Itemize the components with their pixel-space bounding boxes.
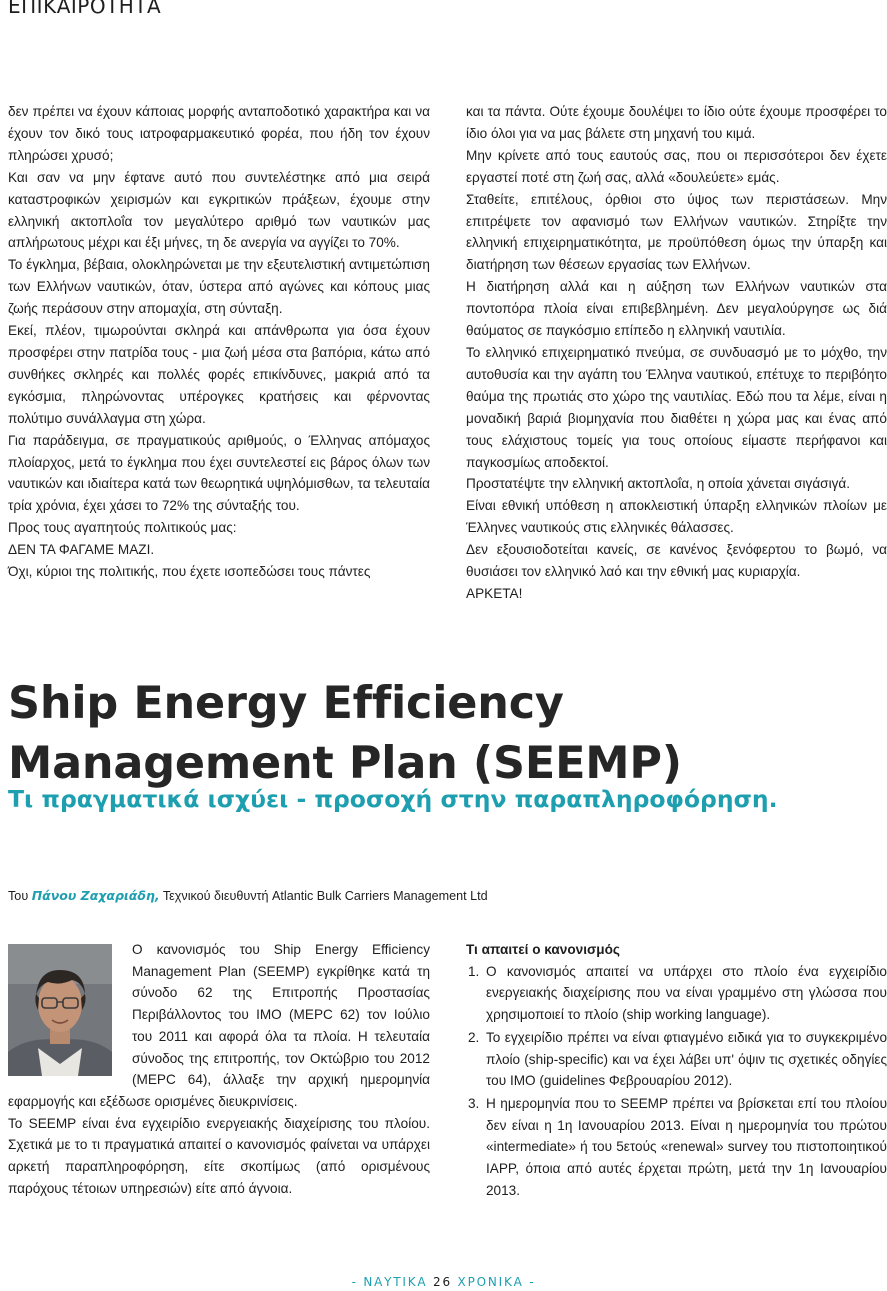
paragraph: Εκεί, πλέον, τιμωρούνται σκληρά και απάνθρωπα για όσα έχουν προσφέρει στην πατρίδα τους - μια ζωή μέσα στα βαπόρια, κάτω από συνθήκες σκληρές και πολλές φορές επικίνδυνες, μακριά από τα εγκόσμια, πληρώνοντας υπέρογκες κρατήσεις και φέρνοντας πολύτιμο συνάλλαγμα στη χώρα. [8,323,430,426]
paragraph: Ο κανονισμός του Ship Energy Efficiency Management Plan (SEEMP) εγκρίθηκε κατά τη σύνοδο 62 της Επιτροπής Προστασίας Περιβάλλοντος του ΙΜΟ (ΜΕΡC 62) τον Ιούλιο του 2011 και αφορά όλα τα πλοία. Η τελευταία σύνοδος της επιτροπής, τον Οκτώβριο του 2012 (ΜΕΡC 64), άλλαξε την αρχική ημερομηνία εφαρμογής και εξέδωσε ορισμένες διευκρινίσεις. [8,942,430,1109]
paragraph: Προστατέψτε την ελληνική ακτοπλοΐα, η οποία χάνεται σιγάσιγά. [466,476,851,492]
requirements-heading: Τι απαιτεί ο κανονισμός [466,942,620,957]
paragraph: και τα πάντα. Ούτε έχουμε δουλέψει το ίδιο ούτε έχουμε προσφέρει το ίδιο όλοι για να μας βάλετε στη μηχανή του κιμά. [466,104,887,141]
paragraph: Για παράδειγμα, σε πραγματικούς αριθμούς, ο Έλληνας απόμαχος πλοίαρχος, μετά το έγκλημα που έχει συντελεστεί εις βάρος όλων των ναυτικών και ιδιαίτερα κατά των θεωρητικά υψηλόμισθων, τα τελευταία τρία χρόνια, έχει χάσει το 72% της σύνταξής του. [8,432,430,514]
author-name: Πάνου Ζαχαριάδη, [31,888,160,903]
paragraph: Προς τους αγαπητούς πολιτικούς μας: [8,520,237,536]
paragraph: Είναι εθνική υπόθεση η αποκλειστική ύπαρξη ελληνικών πλοίων με Έλληνες ναυτικούς στις ελληνικές θάλασσες. [466,498,887,536]
footer-magazine-right: ΧΡΟΝΙΚΑ - [457,1275,536,1289]
paragraph: Μην κρίνετε από τους εαυτούς σας, που οι περισσότεροι δεν έχετε εργαστεί ποτέ στη ζωή σας, αλλά «δουλεύετε» εμάς. [466,147,887,185]
list-item [466,1093,887,1202]
paragraph: ΔΕΝ ΤΑ ΦΑΓΑΜΕ ΜΑΖΙ. [8,542,155,558]
article-title: Ship Energy Efficiency Management Plan (SEEMP) [8,678,682,789]
paragraph: Η διατήρηση αλλά και η αύξηση των Ελλήνων ναυτικών στα ποντοπόρα πλοία είναι επιβεβλημένη. Δεν μεγαλούργησε ως διά θαύματος σε παγκόσμιο επίπεδο η ελληνική ναυτιλία. [466,279,887,339]
list-number: 2. [468,1029,480,1045]
paragraph: Όχι, κύριοι της πολιτικής, που έχετε ισοπεδώσει τους πάντες [8,564,371,580]
author-role: Τεχνικού διευθυντή Atlantic Bulk Carriers Management Ltd [159,889,488,903]
list-number: 3. [468,1095,480,1111]
paragraph: Και σαν να μην έφτανε αυτό που συντελέστηκε από μια σειρά καταστροφικών χειρισμών και εγκριτικών πράξεων, έχουμε στην ελληνική ακτοπλοΐα τον μεγαλύτερο αριθμό των ναυτικών μας απλήρωτους μέχρι και έξι μήνες, τη δε ανεργία να αγγίζει το 70%. [8,169,430,251]
list-text: Το εγχειρίδιο πρέπει να είναι φτιαγμένο ειδικά για το συγκεκριμένο πλοίο (ship-specific) και να έχει λάβει υπ' όψιν τις σχετικές οδηγίες του ΙΜΟ (guidelines Φεβρουαρίου 2012). [486,1029,887,1089]
paragraph: Το SEEMP είναι ένα εγχειρίδιο ενεργειακής διαχείρισης του πλοίου. Σχετικά με το τι πραγματικά απαιτεί ο κανονισμός φαίνεται να υπάρχει αρκετή παραπληροφόρηση, είτε σκοπίμως (από ορισμένους παρόχους τέτοιων υπηρεσιών) είτε από άγνοια. [8,1115,430,1196]
paragraph: Δεν εξουσιοδοτείται κανείς, σε κανένος ξενόφερτου το βωμό, να θυσιάσει τον ελληνικό λαό και την εθνική μας κυριαρχία. [466,542,887,580]
list-number: 1. [468,963,480,979]
list-text: Η ημερομηνία που το SEEMP πρέπει να βρίσκεται επί του πλοίου δεν είναι η 1η Ιανουαρίου 2013. Είναι η ημερομηνία του πρώτου «intermediate» ή του 5ετούς «renewal» survey του πιστοποιητικού ΙΑΡΡ, όποια από αυτές έρχεται πρώτη, μετά την 1η Ιανουαρίου 2013. [486,1095,887,1198]
paragraph: Σταθείτε, επιτέλους, όρθιοι στο ύψος των περιστάσεων. Μην επιτρέψετε τον αφανισμό των Ελλήνων ναυτικών. Στηρίξτε την ελληνική επιχειρηματικότητα, με προϋπόθεση όμως την ύπαρξη και διατήρηση των θέσεων εργασίας των Ελλήνων. [466,191,887,273]
footer-magazine-left: - ΝΑΥΤΙΚΑ [351,1275,428,1289]
page-footer [0,1275,887,1289]
byline [8,888,488,903]
requirements-section [466,939,887,1201]
paragraph: Το ελληνικό επιχειρηματικό πνεύμα, σε συνδυασμό με το μόχθο, την αυτοθυσία και την αγάπη του Έλληνα ναυτικού, επέτυχε το περιβόητο θαύμα της πρωτιάς στο χώρο της ναυτιλίας. Εδώ που τα λέμε, είναι η μοναδική βαριά βιομηχανία που διαθέτει η χώρα μας και ένας από τους ελάχιστους τομείς για τους οποίους είμαστε περήφανοι και παγκοσμίως αποδεκτοί. [466,344,887,470]
list-item [466,1027,887,1092]
photo-spacer [8,939,132,1090]
list-item [466,961,887,1026]
paragraph: ΑΡΚΕΤΑ! [466,585,523,601]
section-header: ΕΠΙΚΑΙΡΟΤΗΤΑ [8,0,162,18]
article-subtitle: Τι πραγματικά ισχύει - προσοχή στην παραπληροφόρηση. [8,785,778,813]
previous-article-right-column [466,101,887,605]
requirements-list [466,961,887,1202]
paragraph: Το έγκλημα, βέβαια, ολοκληρώνεται με την εξευτελιστική αντιμετώπιση των Ελλήνων ναυτικών, όταν, ύστερα από αγώνες και κόπους μιας ζωής περάσουν στην απομαχία, στη σύνταξη. [8,257,430,317]
paragraph: δεν πρέπει να έχουν κάποιας μορφής ανταποδοτικό χαρακτήρα και να έχουν τον δικό τους ιατροφαρμακευτικό φορέα, που ήδη τον έχουν πληρώσει χρυσό; [8,104,430,163]
page-number: 26 [433,1275,452,1289]
list-text: Ο κανονισμός απαιτεί να υπάρχει στο πλοίο ένα εγχειρίδιο ενεργειακής διαχείρισης που να είναι γραμμένο στη γλώσσα που χρησιμοποιεί το πλοίο (ship working language). [486,963,887,1023]
previous-article-left-column [8,101,430,583]
article-intro [8,939,430,1199]
byline-prefix: Του [8,889,32,903]
